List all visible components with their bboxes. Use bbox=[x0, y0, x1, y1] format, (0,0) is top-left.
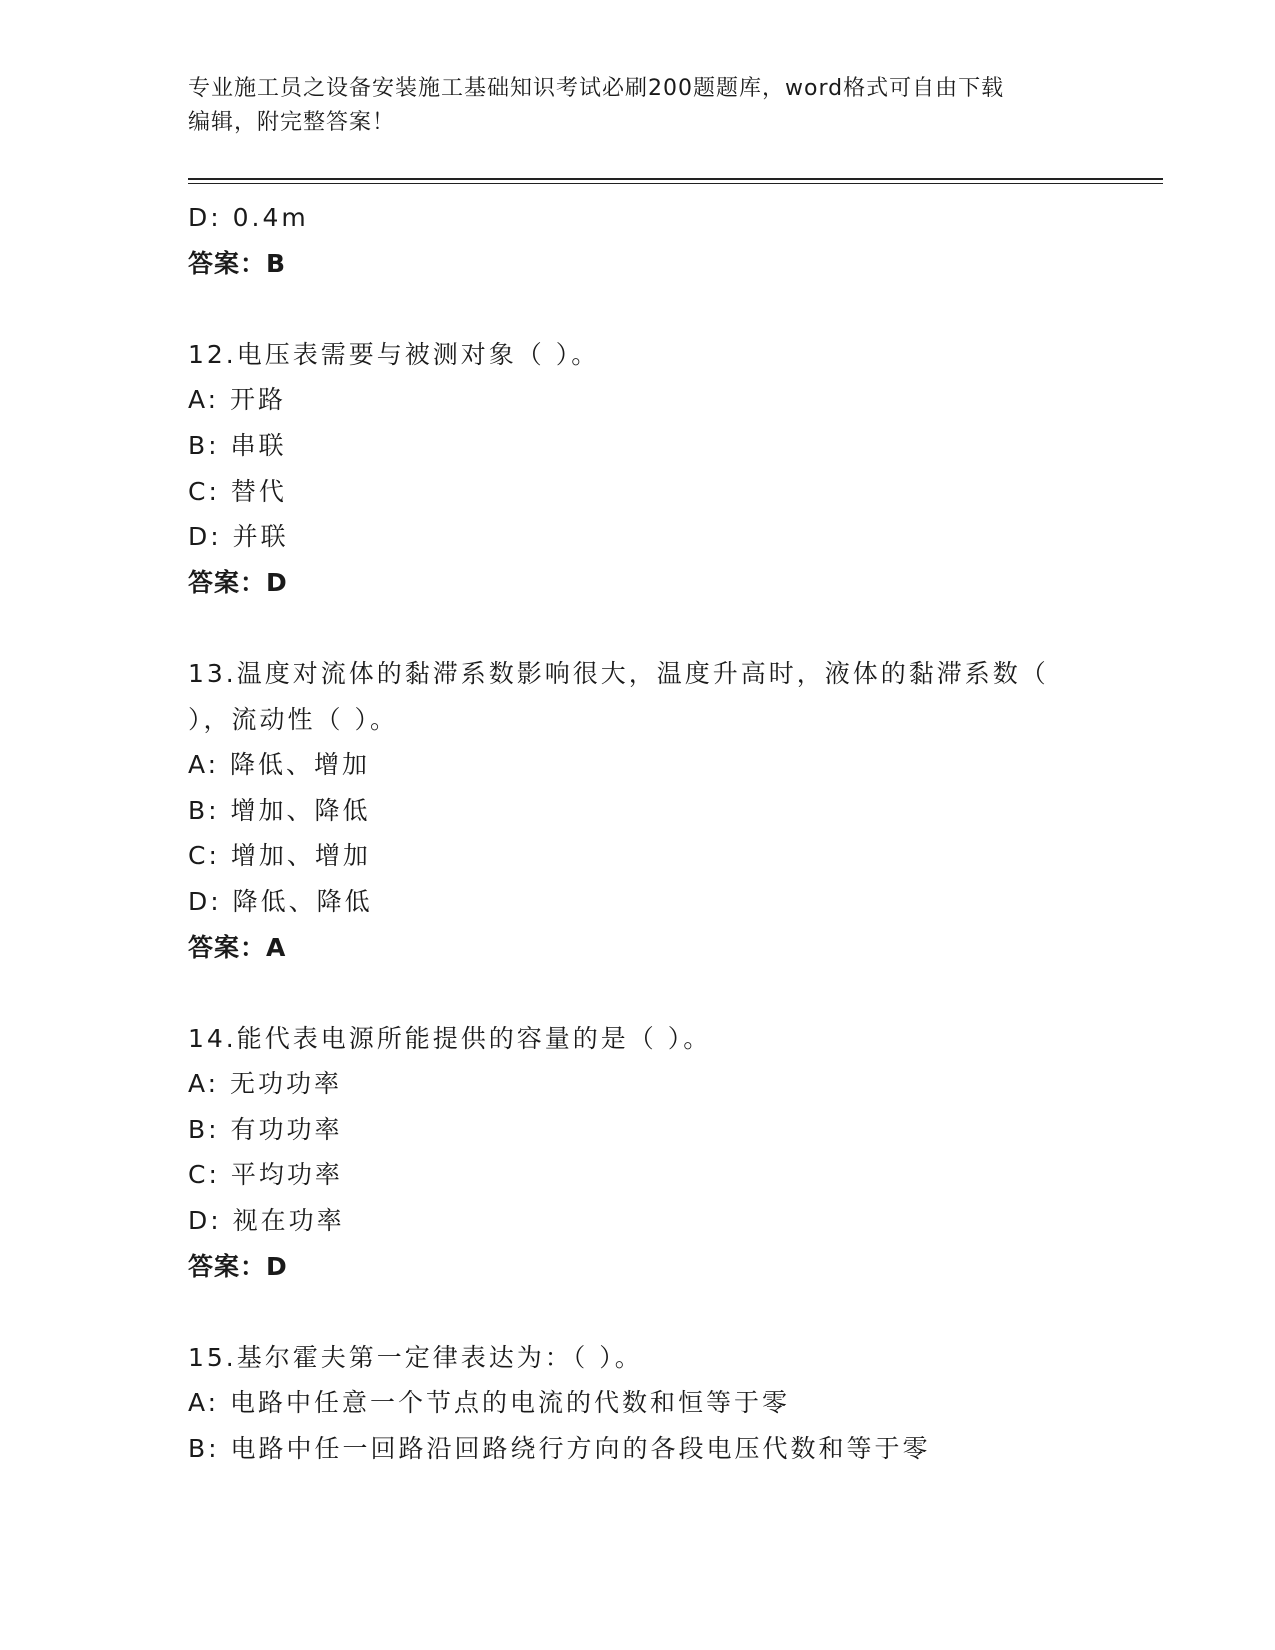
page-header bbox=[188, 72, 1078, 140]
header-divider-thin bbox=[188, 183, 1163, 184]
option-d: D: 0.4m bbox=[188, 203, 309, 232]
header-title-line-2: 编辑，附完整答案！ bbox=[188, 110, 396, 135]
option-b: B: 有功功率 bbox=[188, 1114, 343, 1144]
option-b: B: 电路中任一回路沿回路绕行方向的各段电压代数和等于零 bbox=[188, 1434, 931, 1464]
question-block-13 bbox=[188, 651, 1148, 970]
question-stem-line-2: ），流动性（ ）。 bbox=[188, 704, 398, 734]
question-block-15 bbox=[188, 1335, 1148, 1472]
question-block-14 bbox=[188, 1016, 1148, 1290]
option-a: A: 无功功率 bbox=[188, 1069, 343, 1099]
option-a: A: 降低、增加 bbox=[188, 750, 371, 780]
spacer bbox=[188, 1289, 1148, 1335]
question-list bbox=[188, 195, 1148, 1472]
question-block-prev bbox=[188, 195, 1148, 286]
answer-line: 答案：B bbox=[188, 248, 287, 278]
header-title-line-1: 专业施工员之设备安装施工基础知识考试必刷200题题库，word格式可自由下载 bbox=[188, 76, 1005, 101]
option-b: B: 串联 bbox=[188, 430, 287, 460]
option-d: D: 视在功率 bbox=[188, 1206, 345, 1236]
spacer bbox=[188, 970, 1148, 1016]
spacer bbox=[188, 286, 1148, 332]
option-c: C: 平均功率 bbox=[188, 1160, 343, 1190]
option-d: D: 降低、降低 bbox=[188, 886, 373, 916]
question-stem: 12.电压表需要与被测对象（ ）。 bbox=[188, 339, 600, 369]
option-b: B: 增加、降低 bbox=[188, 795, 371, 825]
option-d: D: 并联 bbox=[188, 522, 289, 552]
option-c: C: 增加、增加 bbox=[188, 841, 371, 871]
option-a: A: 电路中任意一个节点的电流的代数和恒等于零 bbox=[188, 1388, 791, 1418]
answer-line: 答案：D bbox=[188, 567, 288, 597]
header-divider-thick bbox=[188, 178, 1163, 180]
spacer bbox=[188, 605, 1148, 651]
answer-line: 答案：D bbox=[188, 1251, 288, 1281]
question-stem: 14.能代表电源所能提供的容量的是（ ）。 bbox=[188, 1023, 712, 1053]
question-block-12 bbox=[188, 332, 1148, 606]
answer-line: 答案：A bbox=[188, 932, 287, 962]
question-stem: 15.基尔霍夫第一定律表达为：（ ）。 bbox=[188, 1342, 643, 1372]
option-c: C: 替代 bbox=[188, 476, 287, 506]
option-a: A: 开路 bbox=[188, 385, 287, 415]
question-stem-line-1: 13.温度对流体的黏滞系数影响很大，温度升高时，液体的黏滞系数（ bbox=[188, 658, 1049, 688]
